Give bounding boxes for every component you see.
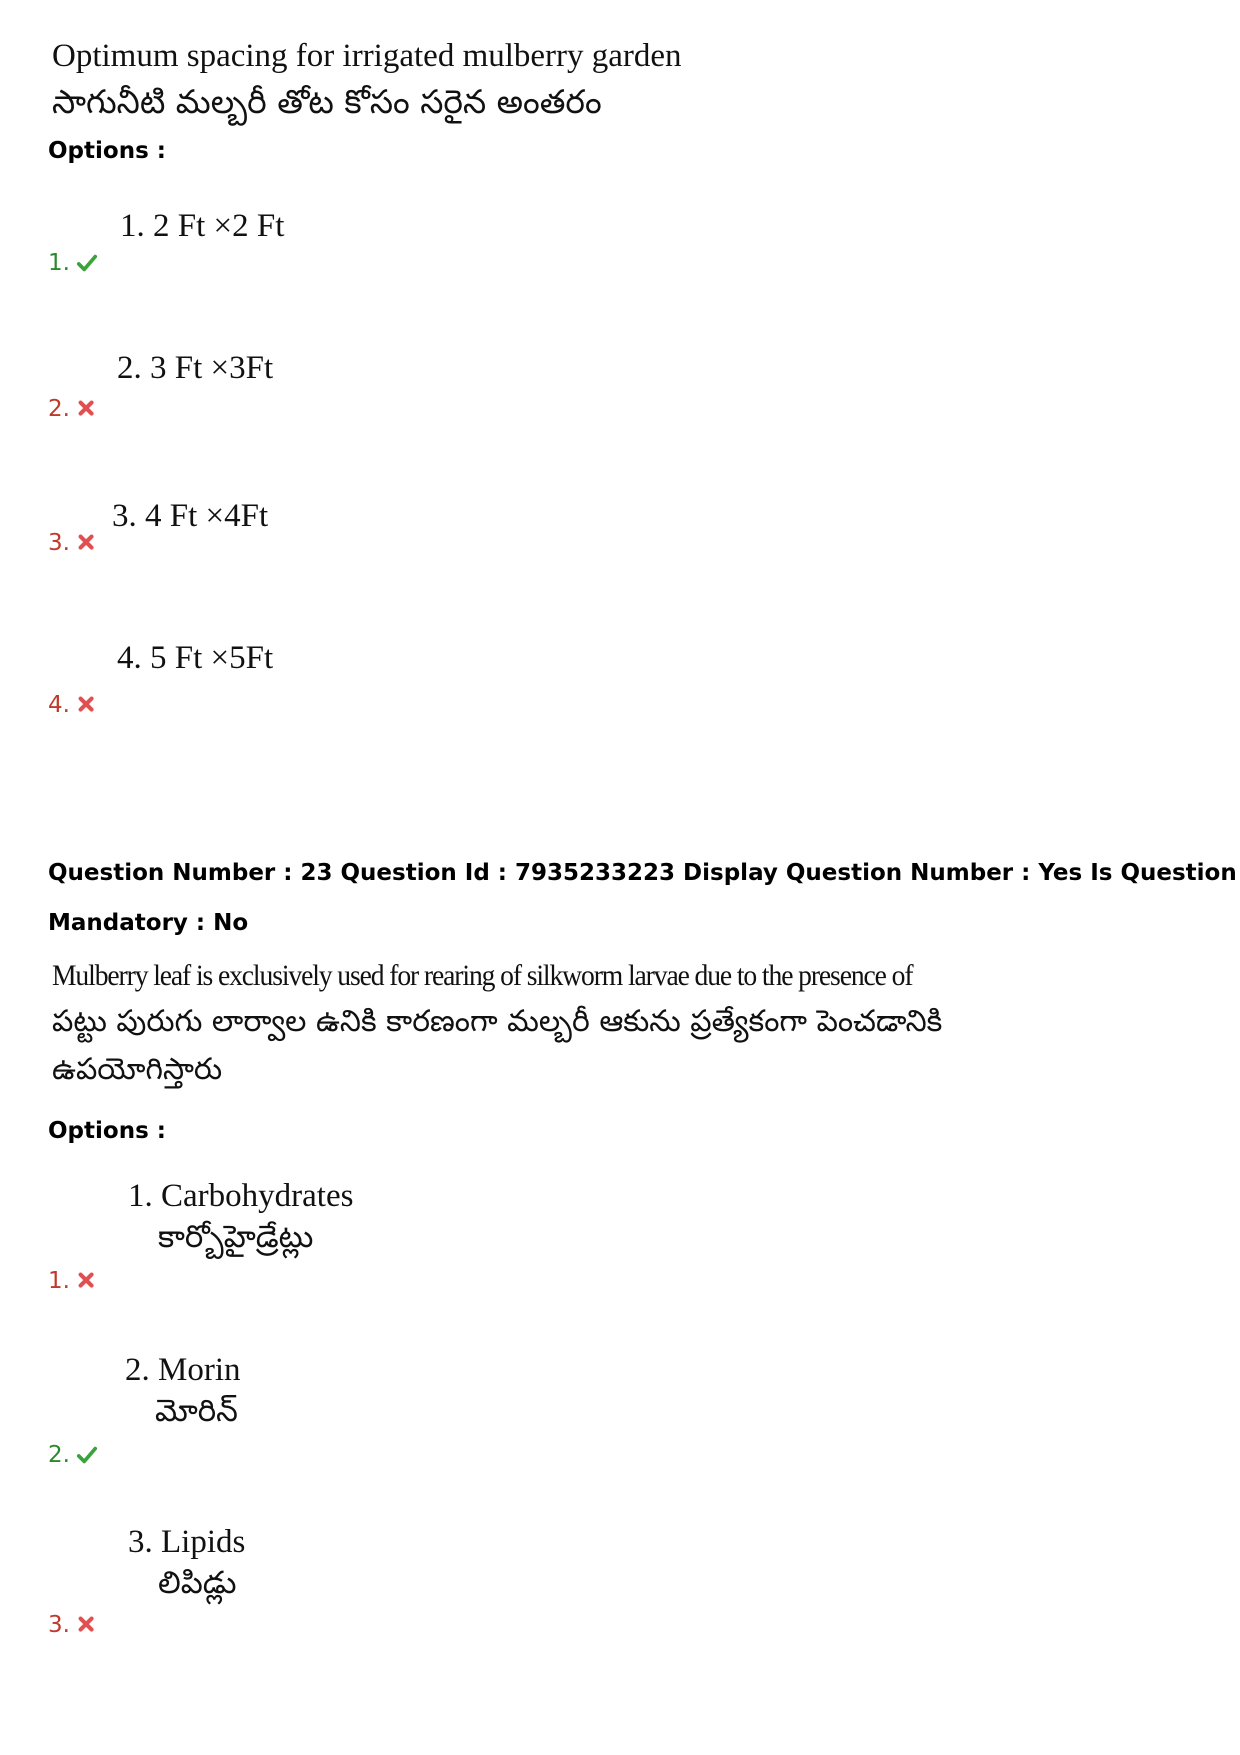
question-text-english: Mulberry leaf is exclusively used for rearing of silkworm larvae due to the presence of (52, 959, 913, 992)
question-text (52, 954, 987, 1094)
option-number: 3. (48, 1612, 70, 1638)
option-text: 2. 3 Ft ×3Ft (117, 350, 274, 386)
option-marker (48, 530, 98, 556)
option-number: 1. (48, 1268, 70, 1294)
cross-icon (76, 1614, 98, 1636)
option-text-english: 2. Morin (125, 1352, 241, 1388)
option-text-english: 1. Carbohydrates (128, 1178, 354, 1214)
option-text (125, 1352, 241, 1433)
option-marker (48, 1612, 98, 1638)
option-text (128, 1524, 245, 1605)
option-text: 1. 2 Ft ×2 Ft (120, 208, 285, 244)
check-icon (76, 1444, 98, 1466)
question-text-previous (52, 34, 682, 126)
option-marker (48, 692, 98, 718)
option-number: 1. (48, 250, 70, 276)
option-marker (48, 1442, 98, 1468)
option-text-telugu: కార్బోహైడ్రేట్లు (158, 1219, 314, 1255)
question-text-telugu: సాగునీటి మల్బరీ తోట కోసం సరైన అంతరం (52, 82, 602, 121)
cross-icon (76, 532, 98, 554)
option-marker (48, 1268, 98, 1294)
option-text-english: 3. Lipids (128, 1524, 246, 1560)
check-icon (76, 252, 98, 274)
cross-icon (76, 1270, 98, 1292)
option-marker (48, 250, 98, 276)
question-text-telugu-line1: పట్టు పురుగు లార్వాల ఉనికి కారణంగా మల్బరీ ఆకును ప్రత్యేకంగా పెంచడానికి (52, 1004, 943, 1039)
option-text-telugu: మోరిన్ (155, 1393, 238, 1429)
option-text (128, 1178, 353, 1259)
question-text-telugu-line2: ఉపయోగిస్తారు (52, 1052, 223, 1087)
option-text: 4. 5 Ft ×5Ft (117, 640, 274, 676)
option-number: 2. (48, 396, 70, 422)
question-text-english: Optimum spacing for irrigated mulberry garden (52, 38, 682, 74)
option-number: 4. (48, 692, 70, 718)
option-text: 3. 4 Ft ×4Ft (112, 498, 269, 534)
option-number: 2. (48, 1442, 70, 1468)
option-number: 3. (48, 530, 70, 556)
cross-icon (76, 398, 98, 420)
options-label: Options : (48, 138, 166, 164)
question-meta-line: Question Number : 23 Question Id : 7935233223 Display Question Number : Yes Is Question (48, 860, 1237, 886)
question-mandatory: Mandatory : No (48, 910, 249, 936)
cross-icon (76, 694, 98, 716)
options-label: Options : (48, 1118, 166, 1144)
option-text-telugu: లిపిడ్లు (158, 1565, 237, 1601)
option-marker (48, 396, 98, 422)
